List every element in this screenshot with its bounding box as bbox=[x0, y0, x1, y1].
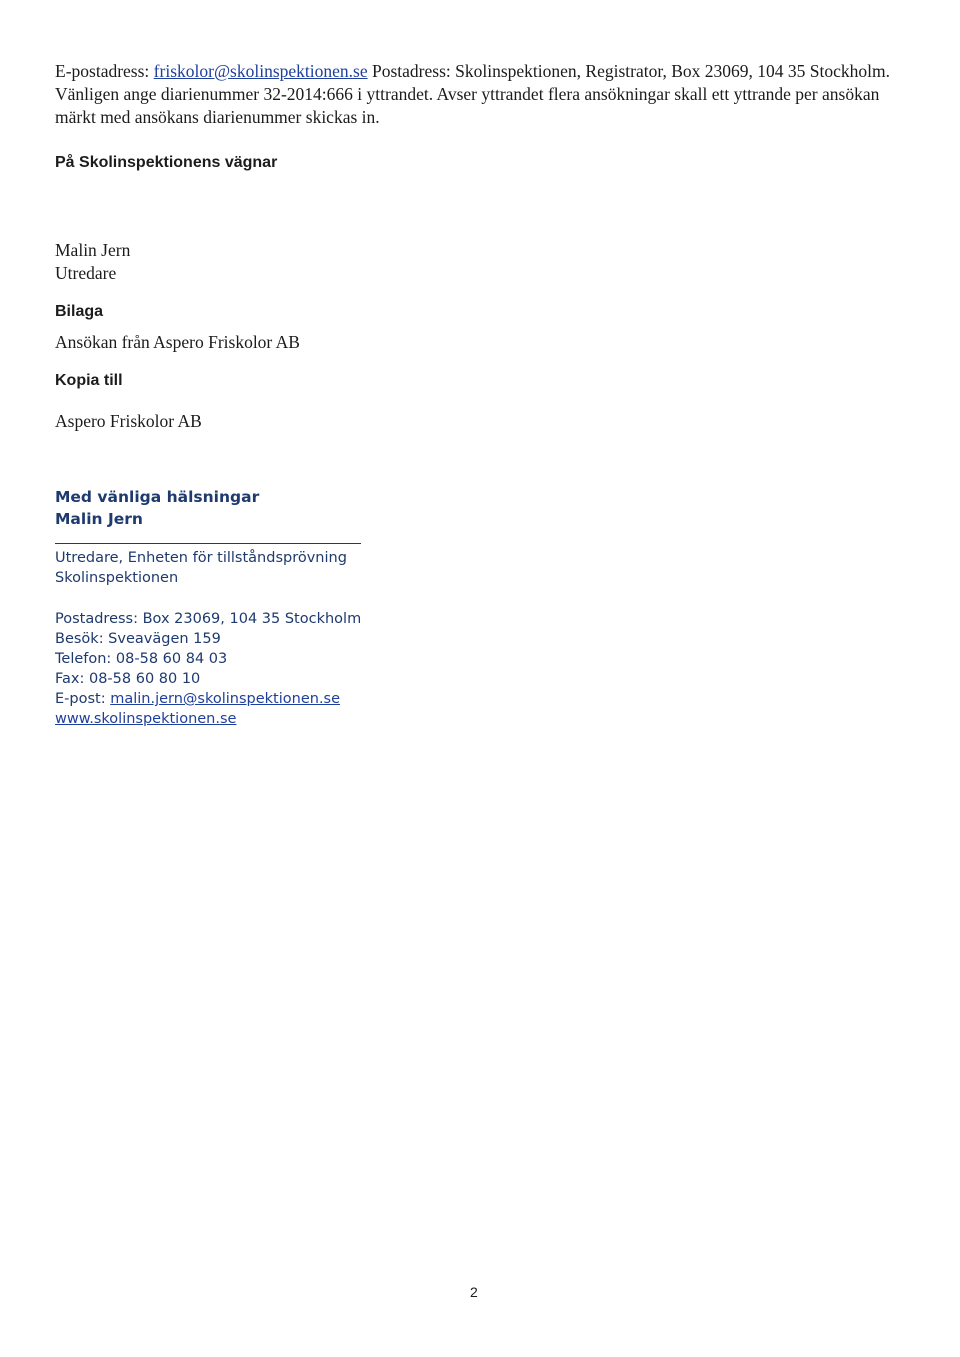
signature-postal: Postadress: Box 23069, 104 35 Stockholm bbox=[55, 611, 362, 627]
signature-fax: Fax: 08-58 60 80 10 bbox=[55, 671, 201, 687]
copy-heading: Kopia till bbox=[55, 372, 123, 389]
signature-role: Utredare, Enheten för tillståndsprövning bbox=[55, 550, 347, 566]
signature-email-label: E-post: bbox=[55, 691, 111, 707]
attachment-item: Ansökan från Aspero Friskolor AB bbox=[55, 332, 300, 352]
copy-item: Aspero Friskolor AB bbox=[55, 411, 202, 431]
signer-title: Utredare bbox=[55, 263, 117, 283]
signature-web-link[interactable]: www.skolinspektionen.se bbox=[55, 711, 237, 727]
signature-email-line bbox=[55, 689, 361, 709]
friskolor-email-link[interactable]: friskolor@skolinspektionen.se bbox=[153, 61, 368, 81]
intro-text: Postadress: Skolinspektionen, Registrator, Box 23069, 104 35 Stockholm. Vänligen ange diarienummer 32-2014:666 i yttrandet. Avser yttrandet flera ansökningar skall ett yttrande per ansökan märkt med ansökans diarienummer skickas in. bbox=[55, 61, 890, 127]
on-behalf-heading: På Skolinspektionens vägnar bbox=[55, 154, 278, 171]
email-label: E-postadress: bbox=[55, 61, 150, 81]
signer-name: Malin Jern bbox=[55, 240, 131, 260]
signature-web-line bbox=[55, 709, 361, 729]
signature-email-link[interactable]: malin.jern@skolinspektionen.se bbox=[110, 691, 341, 707]
signature-divider bbox=[55, 543, 361, 544]
signature-org: Skolinspektionen bbox=[55, 570, 179, 586]
signature-greeting-block bbox=[55, 486, 259, 530]
signature-phone: Telefon: 08-58 60 84 03 bbox=[55, 651, 228, 667]
signature-name: Malin Jern bbox=[55, 510, 143, 528]
signature-greeting: Med vänliga hälsningar bbox=[55, 488, 260, 506]
intro-paragraph bbox=[55, 60, 905, 129]
attachment-heading: Bilaga bbox=[55, 303, 104, 320]
signer-block bbox=[55, 239, 130, 285]
signature-contact-block bbox=[55, 609, 361, 729]
page-number: 2 bbox=[470, 1284, 478, 1300]
signature-visit: Besök: Sveavägen 159 bbox=[55, 631, 221, 647]
signature-title-block bbox=[55, 548, 347, 588]
